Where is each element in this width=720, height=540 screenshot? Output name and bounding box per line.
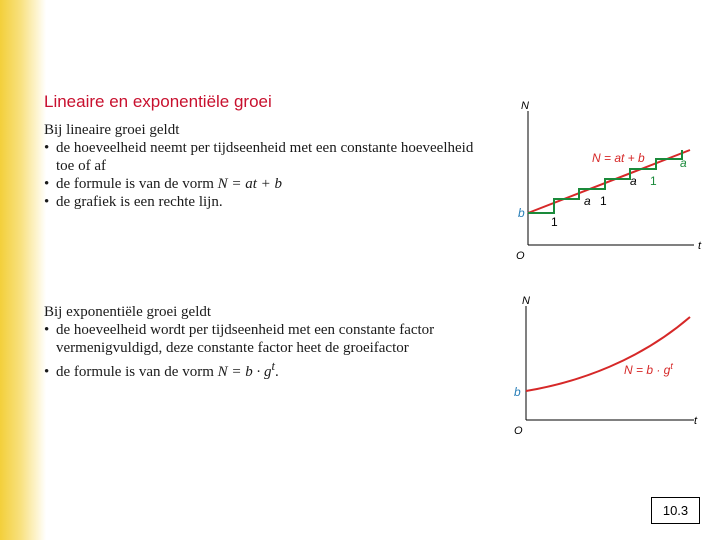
linear-bullet-3: • de grafiek is een rechte lijn. (44, 194, 223, 210)
bullet-dot: • (44, 322, 50, 338)
slide-title: Lineaire en exponentiële groei (44, 92, 272, 111)
exponential-formula: $N = b \cdot g^t$ (217, 359, 275, 380)
bullet-dot: • (44, 140, 50, 156)
linear-intro: Bij lineaire groei geldt (44, 122, 180, 138)
step-a-label: a (584, 194, 591, 208)
bullet-dot: • (44, 194, 50, 210)
step-one-label: 1 (551, 215, 558, 229)
bullet-dot: • (44, 364, 50, 380)
step-a-label-3: a (680, 156, 687, 170)
exponential-curve (526, 317, 690, 391)
intercept-b-label: b (518, 206, 525, 220)
exponential-bullet-1-continued: vermenigvuldigd, deze constante factor heet de groeifactor (56, 340, 409, 356)
linear-graph (500, 95, 705, 265)
exponential-graph (500, 290, 705, 440)
exponential-bullet-1: • de hoeveelheid wordt per tijdseenheid met een constante factor (44, 322, 435, 338)
origin-label: O (514, 425, 523, 437)
slide-number: 10.3 (651, 497, 700, 524)
linear-bullet-1: • de hoeveelheid neemt per tijdseenheid met een constante hoeveelheid (44, 140, 474, 156)
bullet-dot: • (44, 176, 50, 192)
linear-growth-text (44, 121, 514, 211)
step-one-label-3: 1 (650, 174, 657, 188)
x-axis-label: t (694, 415, 698, 427)
linear-bullet-2: • de formule is van de vorm N = at + b (44, 176, 283, 192)
y-axis-label: N (521, 100, 529, 112)
linear-formula: N = at + b (217, 176, 283, 192)
origin-label: O (516, 250, 525, 262)
exponential-bullet-2: • de formule is van de vorm $N = b \cdot g^t$. (44, 359, 279, 380)
exponential-intro: Bij exponentiële groei geldt (44, 304, 212, 320)
x-axis-label: t (698, 240, 702, 252)
linear-graph-formula: N = at + b (592, 151, 645, 165)
decorative-side-band (0, 0, 46, 540)
step-one-label-2: 1 (600, 194, 607, 208)
y-axis-label: N (522, 295, 530, 307)
linear-bullet-1-continued: toe of af (56, 158, 106, 174)
exponential-growth-text (44, 303, 474, 381)
exponential-graph-formula: $N = b \cdot g^t$ (624, 361, 673, 377)
step-a-label-2: a (630, 174, 637, 188)
intercept-b-label: b (514, 385, 521, 399)
